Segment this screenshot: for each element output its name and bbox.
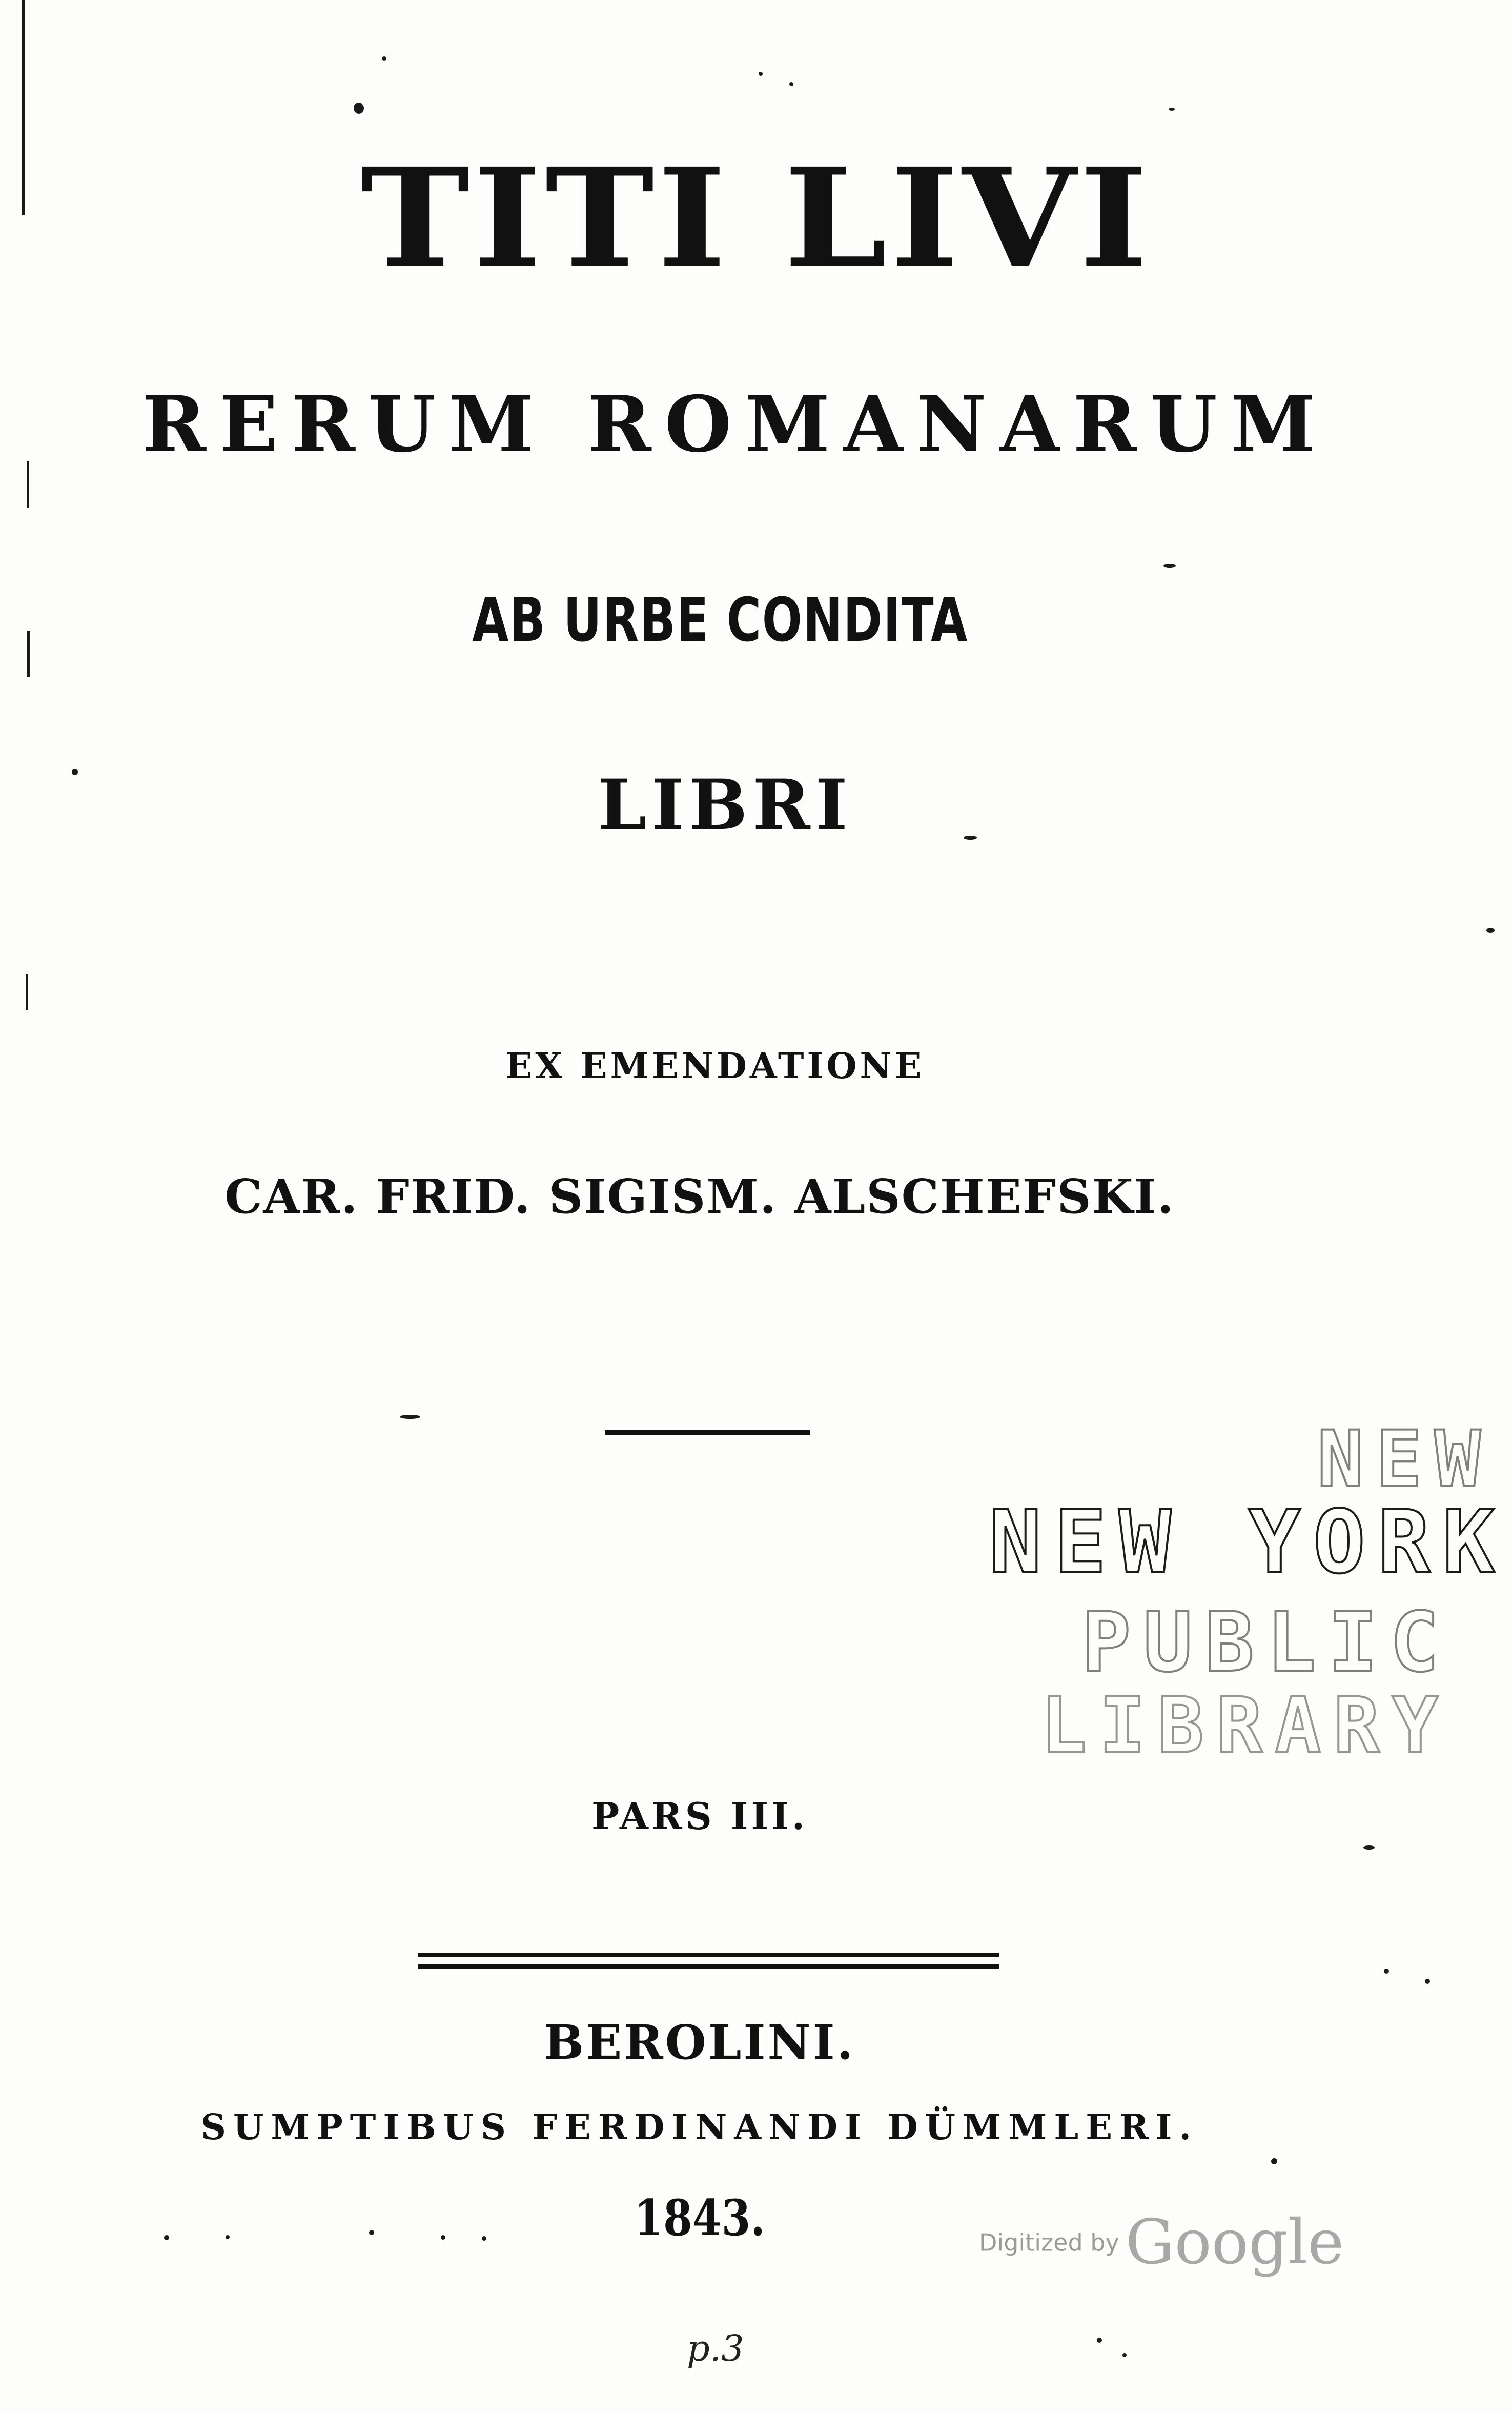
work-title: RERUM ROMANARUM: [142, 379, 1329, 470]
short-divider: [605, 1430, 810, 1435]
scan-edge-mark: [26, 974, 28, 1010]
dust-speck: [759, 72, 763, 76]
dust-speck: [964, 836, 977, 840]
google-logo: Google: [1125, 2207, 1344, 2278]
dust-speck: [382, 56, 386, 61]
dust-speck: [72, 769, 78, 775]
dust-speck: [164, 2235, 169, 2240]
dust-speck: [1363, 1845, 1375, 1850]
stamp-line-4: LIBRARY: [1040, 1681, 1451, 1771]
dust-speck: [1425, 1979, 1430, 1984]
scan-edge-mark: [27, 461, 29, 508]
stamp-line-2: NEW YORK: [989, 1492, 1507, 1593]
stamp-line-1: NEW: [1317, 1415, 1493, 1504]
library-perforation-stamp: [989, 1415, 1507, 1774]
dust-speck: [1486, 928, 1495, 933]
scan-edge-mark: [27, 631, 30, 677]
editor-name: CAR. FRID. SIGISM. ALSCHEFSKI.: [224, 1169, 1175, 1224]
dust-speck: [1163, 564, 1176, 568]
dust-speck: [1384, 1969, 1389, 1974]
dust-speck: [369, 2230, 374, 2235]
scan-edge-mark: [22, 0, 25, 215]
double-divider: [418, 1953, 999, 1969]
author-heading: TITI LIVI: [360, 138, 1152, 298]
books-label: LIBRI: [598, 764, 853, 845]
handwritten-shelf-note: p.3: [687, 2327, 744, 2369]
dust-speck: [482, 2236, 486, 2241]
publisher: SUMPTIBUS FERDINANDI DÜMMLERI.: [200, 2107, 1199, 2148]
dust-speck: [226, 2235, 230, 2239]
stamp-line-3: PUBLIC: [1081, 1594, 1452, 1690]
publication-year: 1843.: [634, 2189, 765, 2247]
watermark-prefix: Digitized by: [979, 2228, 1119, 2257]
part-label: PARS III.: [591, 1794, 808, 1838]
dust-speck: [1097, 2338, 1102, 2343]
editor-intro: EX EMENDATIONE: [505, 1046, 925, 1087]
dust-speck: [1122, 2353, 1127, 2357]
place-of-publication: BEROLINI.: [544, 2015, 855, 2070]
dust-speck: [354, 103, 364, 114]
dust-speck: [441, 2235, 445, 2240]
dust-speck: [400, 1415, 420, 1419]
work-subtitle: AB URBE CONDITA: [472, 584, 968, 655]
dust-speck: [789, 82, 793, 86]
digitization-watermark: [979, 2207, 1344, 2278]
dust-speck: [1271, 2158, 1277, 2164]
dust-speck: [1169, 108, 1175, 111]
